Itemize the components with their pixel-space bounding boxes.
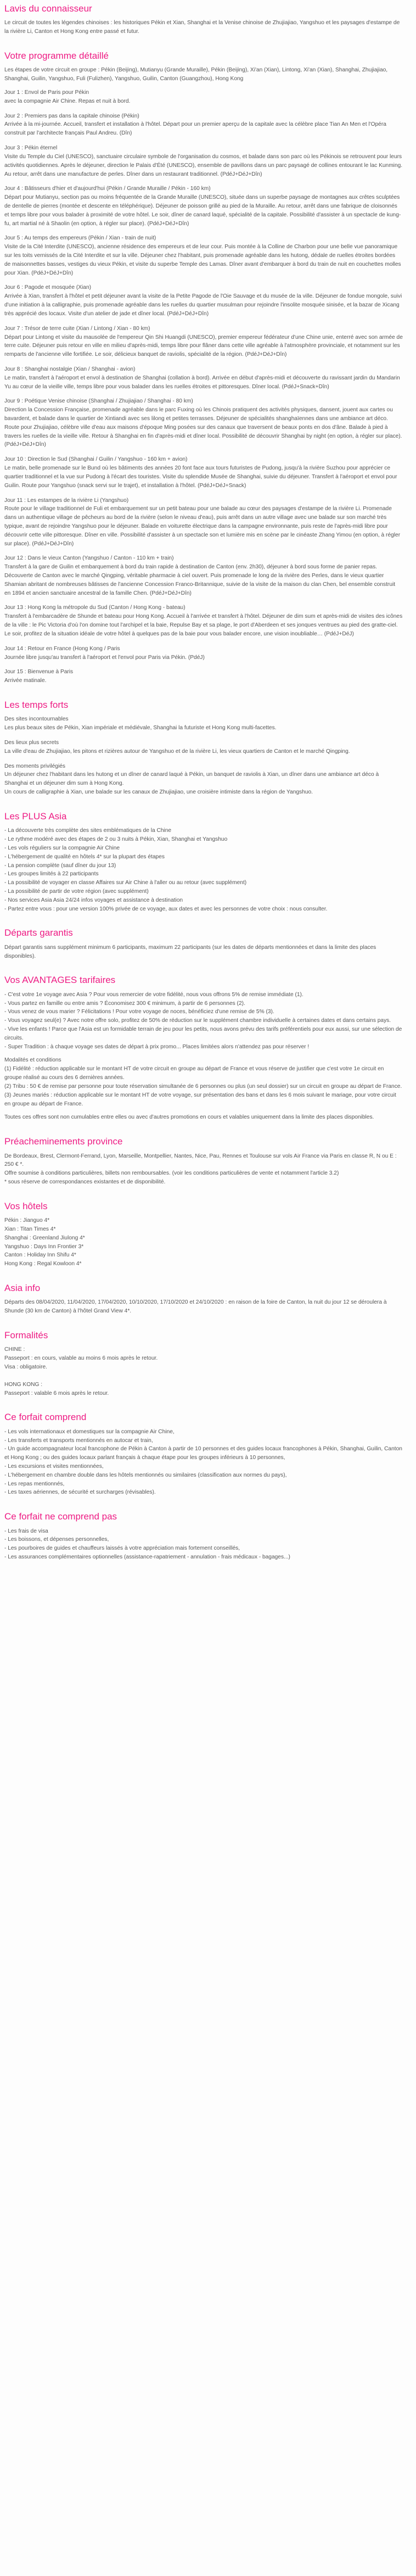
preacheminement-line: De Bordeaux, Brest, Clermont-Ferrand, Lyon, Marseille, Montpellier, Nantes, Nice, Pau, Rennes et Toulouse sur vols Air France via Paris en classe R, N ou E : 250 € *. — [4, 1153, 397, 1168]
plus-asia-item: - La possibilité de voyager en classe Affaires sur Air Chine à l'aller ou au retour (avec supplément) — [4, 880, 247, 886]
day-title: Jour 2 : Premiers pas dans la capitale chinoise (Pékin) — [4, 113, 139, 119]
comprend-list — [4, 1428, 403, 1497]
day-description: Le matin, transfert à l'aéroport et envol à destination de Shanghai (collation à bord). Arrivée en début d'après-midi et découverte du ravissant jardin du Mandarin Yu au cœur de la vieille ville, temps libre pour vous balader dans les ruelles étroites et pittoresques. Dîner local. (PdéJ+Snack+Dîn) — [4, 375, 400, 390]
formalite-line: Passeport : en cours, valable au moins 6 mois après le retour. — [4, 1355, 158, 1362]
plus-asia-item: - Les vols réguliers sur la compagnie Air Chine — [4, 845, 120, 851]
connaisseur-section — [4, 3, 403, 36]
asia-info-text: Départs des 08/04/2020, 11/04/2020, 17/04/2020, 10/10/2020, 17/10/2020 et 24/10/2020 : en raison de la foire de Canton, la nuit du jour 12 se déroulera à Shunde (30 km de Canton) à l'hôtel Grand View 4*. — [4, 1299, 387, 1315]
day-title: Jour 9 : Poétique Venise chinoise (Shanghai / Zhujiajiao / Shanghai - 80 km) — [4, 398, 193, 405]
hotels-heading: Vos hôtels — [4, 1200, 48, 1211]
day-title: Jour 12 : Dans le vieux Canton (Yangshuo / Canton - 110 km + train) — [4, 555, 174, 562]
day-description: Transfert à l'embarcadère de Shunde et bateau pour Hong Kong. Accueil à l'arrivée et transfert à l'hôtel. Déjeuner de dim sum et après-midi de visites des icônes de la ville : le Pic Victoria d'où l'on domine tout l'archipel et la baie, Repulse Bay et sa plage, le port d'Aberdeen et ses jonques ventrues au pied des gratte-ciel. Le soir, profitez de la situation idéale de votre hôtel à quelques pas de la baie pour vous balader encore, une vision inoubliable… (PdéJ+DéJ) — [4, 613, 403, 637]
asia-info-heading: Asia info — [4, 1283, 41, 1294]
day-description: Départ pour Lintong et visite du mausolée de l'empereur Qin Shi Huangdi (UNESCO), premier empereur fédérateur d'une Chine unie, enterré avec son armée de terre cuite. Déjeuner puis retour en ville en milieu d'après-midi, temps libre pour flâner dans cette ville agréable à l'atmosphère provinciale, et notamment sur les remparts de l'ancienne ville fortifiée. Le soir, délicieux banquet de raviolis, spécialité de la région. (PdéJ+DéJ+Dîn) — [4, 334, 403, 358]
day-description: Direction la Concession Française, promenade agréable dans le parc Fuxing où les Chinois pratiquent des activités physiques, dansent, jouent aux cartes ou bavardent, et balade dans le quartier de Xintiandi avec ses lilong et petites terrasses. Déjeuner de spécialités shanghaïennes dans une ambiance art déco. Route pour Zhujiajiao, célèbre ville d'eau aux maisons d'époque Ming posées sur des canaux que traversent de beaux ponts en dos d'âne. Balade à pied à travers les ruelles de la vieille ville. Retour à Shanghai en fin d'après-midi et dîner local. Possibilité de découvrir Shanghai by night (en option, à régler sur place). (PdéJ+DéJ+Dîn) — [4, 407, 402, 448]
temps-fort-heading: Des sites incontournables — [4, 716, 69, 723]
avantages-heading: Vos AVANTAGES tarifaires — [4, 975, 116, 986]
itinerary-day — [4, 365, 403, 391]
formalite-line: Passeport : valable 6 mois après le retour. — [4, 1390, 109, 1396]
hotel-item: Hong Kong : Regal Kowloon 4* — [4, 1261, 82, 1267]
itinerary-day — [4, 112, 403, 138]
formalites-section — [4, 1330, 403, 1398]
formalite-line: Visa : obligatoire. — [4, 1364, 47, 1371]
preacheminements-list — [4, 1152, 403, 1187]
itinerary-day — [4, 144, 403, 178]
hotel-item: Canton : Holiday Inn Shifu 4* — [4, 1252, 76, 1259]
ne-comprend-item: - Les pourboires de guides et chauffeurs laissés à votre appréciation mais fortement conseillés, — [4, 1545, 240, 1552]
plus-asia-item: - Nos services Asia Asia 24/24 infos voyages et assistance à destination — [4, 897, 183, 903]
avantages-section — [4, 975, 403, 1122]
plus-asia-item: - La possibilité de partir de votre région (avec supplément) — [4, 888, 149, 895]
temps-fort-group — [4, 762, 403, 797]
hotels-section — [4, 1201, 403, 1269]
day-description: Arrivée matinale. — [4, 678, 47, 684]
connaisseur-text: Le circuit de toutes les légendes chinoises : les historiques Pékin et Xian, Shanghai et la Venise chinoise de Zhujiajiao, Yangshuo et les paysages d'estampe de la rivière Li, Canton et Hong Kong entre passé et futur. — [4, 20, 400, 35]
connaisseur-heading: Lavis du connaisseur — [4, 3, 92, 14]
avantage-item: - Vous partez en famille ou entre amis ? Économisez 300 € minimum, à partir de 6 personnes (2). — [4, 1000, 245, 1007]
avantage-item: - C'est votre 1e voyage avec Asia ? Pour vous remercier de votre fidélité, nous vous offrons 5% de remise immédiate (1). — [4, 991, 303, 998]
programme-heading: Votre programme détaillé — [4, 51, 109, 62]
temps-forts-section — [4, 700, 403, 797]
hotels-list — [4, 1216, 403, 1269]
plus-asia-item: - La découverte très complète des sites emblématiques de la Chine — [4, 828, 172, 834]
comprend-item: - Les excursions et visites mentionnées, — [4, 1463, 104, 1469]
comprend-heading: Ce forfait comprend — [4, 1412, 87, 1423]
avantages-footer: Toutes ces offres sont non cumulables entre elles ou avec d'autres promotions en cours et valables uniquement dans la limite des places disponibles. — [4, 1114, 374, 1121]
day-description: Arrivée à la mi-journée. Accueil, transfert et installation à l'hôtel. Départ pour un premier aperçu de la capitale avec la célèbre place Tian An Men et l'Opéra construit par l'architecte français Paul Andreu. (Dîn) — [4, 121, 386, 137]
day-title: Jour 11 : Les estampes de la rivière Li (Yangshuo) — [4, 497, 129, 504]
temps-fort-group — [4, 739, 403, 756]
temps-fort-heading: Des lieux plus secrets — [4, 739, 59, 746]
departs-heading: Départs garantis — [4, 927, 73, 938]
day-description: Transfert à la gare de Guilin et embarquement à bord du train rapide à destination de Canton (env. 2h30), déjeuner à bord sous forme de panier repas. Découverte de Canton avec le marché Qingping, véritable pharmacie à ciel ouvert. Puis promenade le long de la rivière des Perles, dans le vieux quartier Shamian abritant de nombreuses bâtisses de l'ancienne Concession Franco-Britannique, suivie de la visite de la maison du clan Chen, bel ensemble construit en 1894 et ancien sanctuaire ancestral de la famille Chen. (PdéJ+DéJ+Dîn) — [4, 564, 396, 596]
itinerary-day — [4, 185, 403, 228]
day-description: Départ pour Mutianyu, section pas ou moins fréquentée de la Grande Muraille (UNESCO), située dans un superbe paysage de montagnes aux crêtes sculptées de dentelle de pierres (montée et descente en téléphérique). Déjeuner de poisson grillé au pied de la Muraille. Au retour, arrêt dans une fabrique de cloisonnés et temps libre pour vous balader à proximité de votre hôtel. Le soir, dîner de canard laqué, spécialité de la capitale. Possibilité d'assister à un spectacle de kung-fu, art martial né à Shaolin (en option, à régler sur place). (PdéJ+DéJ+Dîn) — [4, 194, 401, 227]
conditions-list — [4, 1065, 403, 1108]
day-title: Jour 4 : Bâtisseurs d'hier et d'aujourd'hui (Pékin / Grande Muraille / Pékin - 160 km) — [4, 186, 211, 192]
day-title: Jour 3 : Pékin éternel — [4, 145, 58, 152]
condition-item: (1) Fidélité : réduction applicable sur le montant HT de votre circuit en groupe au départ de France et vous réserve de justifier que c'est votre 1e circuit en groupe réalisé au cours des 6 dernières années. — [4, 1066, 384, 1081]
itinerary-day — [4, 668, 403, 685]
ne-comprend-list — [4, 1527, 403, 1562]
day-title: Jour 8 : Shanghai nostalgie (Xian / Shanghai - avion) — [4, 366, 136, 372]
preacheminements-section — [4, 1136, 403, 1187]
preacheminement-line: Offre soumise à conditions particulières, billets non remboursables. (voir les conditions particulières de vente et notamment l'article 3.2) — [4, 1170, 339, 1177]
plus-asia-item: - L'hébergement de qualité en hôtels 4* sur la plupart des étapes — [4, 853, 165, 860]
formalites-list — [4, 1345, 403, 1398]
condition-item: (3) Jeunes mariés : réduction applicable sur le montant HT de votre voyage, sur présentation des bans et dans les 6 mois suivant le mariage, pour votre circuit en groupe au départ de France. — [4, 1092, 396, 1107]
ne-comprend-item: - Les assurances complémentaires optionnelles (assistance-rapatriement - annulation - frais médicaux - bagages...) — [4, 1554, 290, 1561]
day-title: Jour 7 : Trésor de terre cuite (Xian / Lintong / Xian - 80 km) — [4, 325, 150, 332]
temps-fort-text: Les plus beaux sites de Pékin, Xian impériale et médiévale, Shanghai la futuriste et Hong Kong multi-facettes. — [4, 725, 277, 731]
temps-forts-groups — [4, 715, 403, 797]
asia-info-section — [4, 1283, 403, 1316]
plus-asia-heading: Les PLUS Asia — [4, 811, 67, 822]
day-title: Jour 14 : Retour en France (Hong Kong / Paris — [4, 645, 120, 652]
itinerary-day — [4, 234, 403, 277]
formalite-line: HONG KONG : — [4, 1381, 43, 1388]
plus-asia-item: - Le rythme modéré avec des étapes de 2 ou 3 nuits à Pékin, Xian, Shanghai et Yangshuo — [4, 836, 228, 843]
plus-asia-section — [4, 811, 403, 914]
temps-forts-heading: Les temps forts — [4, 699, 69, 710]
itinerary-day — [4, 604, 403, 638]
day-description: avec la compagnie Air Chine. Repas et nuit à bord. — [4, 98, 131, 104]
avantages-list — [4, 991, 403, 1052]
avantage-item: - Super Tradition : à chaque voyage ses dates de départ à prix promo... Places limitées alors n'attendez pas pour réserver ! — [4, 1043, 310, 1050]
temps-fort-text: Un déjeuner chez l'habitant dans les hutong et un dîner de canard laqué à Pékin, un banquet de raviolis à Xian, un dîner dans une ambiance art déco à Shanghai et un déjeuner dim sum à Hong Kong. Un cours de calligraphie à Xian, une balade sur les canaux de Zhujiajiao, une croisière intimiste dans la région de Yangshuo. — [4, 772, 379, 796]
ne-comprend-heading: Ce forfait ne comprend pas — [4, 1511, 117, 1522]
formalite-line: CHINE : — [4, 1346, 25, 1353]
plus-asia-item: - Les groupes limités à 22 participants — [4, 871, 99, 878]
day-title: Jour 15 : Bienvenue à Paris — [4, 669, 74, 675]
day-title: Jour 5 : Au temps des empereurs (Pékin / Xian - train de nuit) — [4, 235, 156, 242]
day-title: Jour 6 : Pagode et mosquée (Xian) — [4, 284, 92, 291]
departs-section — [4, 927, 403, 960]
comprend-item: - Les repas mentionnés, — [4, 1480, 65, 1487]
comprend-item: - Les vols internationaux et domestiques sur la compagnie Air Chine, — [4, 1428, 175, 1435]
plus-asia-list — [4, 826, 403, 913]
departs-text: Départ garantis sans supplément minimum 6 participants, maximum 22 participants (sur les dates de départs mentionnées et dans la limite des places disponibles). — [4, 944, 376, 959]
day-description: Journée libre jusqu'au transfert à l'aéroport et l'envol pour Paris via Pékin. (PdéJ) — [4, 654, 205, 661]
comprend-item: - Les transferts et transports mentionnés en autocar et train, — [4, 1437, 153, 1444]
programme-intro: Les étapes de votre circuit en groupe : Pékin (Beijing), Mutianyu (Grande Muraille), Pékin (Beijing), Xi'an (Xian), Lintong, Xi'an (Xian), Shanghai, Zhujiajiao, Shanghai, Guilin, Yangshuo, Fuli (Fulizhen), Yangshuo, Guilin, Canton (Guangzhou), Hong Kong — [4, 67, 388, 82]
avantage-item: - Vous venez de vous marier ? Félicitations ! Pour votre voyage de noces, bénéficiez d'une remise de 5% (3). — [4, 1009, 274, 1015]
ne-comprend-item: - Les boissons, et dépenses personnelles, — [4, 1536, 109, 1543]
plus-asia-item: - Partez entre vous : pour une version 100% privée de ce voyage, aux dates et avec les personnes de votre choix : nous consulter. — [4, 906, 328, 912]
itinerary-day — [4, 645, 403, 662]
itinerary-day — [4, 397, 403, 449]
hotel-item: Shanghai : Greenland Jiulong 4* — [4, 1234, 85, 1241]
plus-asia-item: - La pension complète (sauf dîner du jour 13) — [4, 862, 116, 869]
comprend-item: - Les taxes aériennes, de sécurité et surcharges (révisables). — [4, 1489, 156, 1496]
preacheminements-heading: Préacheminements province — [4, 1136, 123, 1147]
ne-comprend-item: - Les frais de visa — [4, 1528, 48, 1534]
day-title: Jour 10 : Direction le Sud (Shanghai / Guilin / Yangshuo - 160 km + avion) — [4, 456, 188, 463]
hotel-item: Yangshuo : Days Inn Frontier 3* — [4, 1243, 84, 1250]
itinerary-day — [4, 325, 403, 359]
conditions-heading: Modalités et conditions — [4, 1057, 61, 1064]
condition-item: (2) Tribu : 50 € de remise par personne pour toute réservation simultanée de 6 personnes ou plus (un seul dossier) sur un circuit en groupe au départ de France. — [4, 1083, 402, 1089]
comprend-section — [4, 1412, 403, 1497]
day-title: Jour 13 : Hong Kong la métropole du Sud (Canton / Hong Kong - bateau) — [4, 605, 185, 611]
day-description: Arrivée à Xian, transfert à l'hôtel et petit déjeuner avant la visite de la Petite Pagode de l'Oie Sauvage et du musée de la ville. Déjeuner de fondue mongole, suivi d'une initiation à la calligraphie, puis promenade agréable dans les ruelles du quartier musulman pour rejoindre l'insolite mosquée sinisée, et la bazar de Xicang très apprécié des locaux. Visite d'un atelier de jade et dîner local. (PdéJ+DéJ+Dîn) — [4, 293, 402, 317]
day-description: Le matin, belle promenade sur le Bund où les bâtiments des années 20 font face aux tours futuristes de Pudong, jusqu'à la rivière Suzhou pour apprécier ce quartier traditionnel et la vue sur Pudong à l'écart des touristes. Visite du splendide Musée de Shanghai, suivie du déjeuner. Transfert à l'aéroport et envol pour Guilin. Route pour Yangshuo (snack servi sur le trajet), et installation à l'hôtel. (PdéJ+DéJ+Snack) — [4, 465, 397, 489]
day-description: Visite du Temple du Ciel (UNESCO), sanctuaire circulaire symbole de l'organisation du cosmos, et balade dans son parc où les Pékinois se retrouvent pour leurs activités quotidiennes. Après le déjeuner, direction le Palais d'Été (UNESCO), ensemble de pavillons dans un parc paysagé de collines entourant le lac Kunming. Au retour, arrêt dans une manufacture de perles. Dîner dans un restaurant traditionnel. (PdéJ+DéJ+Dîn) — [4, 153, 403, 177]
itinerary-day — [4, 283, 403, 318]
temps-fort-group — [4, 715, 403, 733]
hotel-item: Xian : Titan Times 4* — [4, 1226, 56, 1232]
itinerary-day — [4, 455, 403, 490]
preacheminement-line: * sous réserve de correspondances existantes et de disponibilité. — [4, 1178, 166, 1185]
temps-fort-heading: Des moments privilégiés — [4, 763, 65, 769]
formalite-line — [4, 1372, 403, 1381]
day-description: Route pour le village traditionnel de Fuli et embarquement sur un petit bateau pour une balade au cœur des paysages d'estampe de la rivière Li. Promenade dans un authentique village de pêcheurs au bord de la rivière (selon le niveau d'eau), puis arrêt dans un autre village avec une balade sur son marché très typique, avant de rejoindre Yangshuo pour le déjeuner. Balade en voiturette électrique dans la campagne environnante, puis reste de l'après-midi libre pour découvrir cette ville pittoresque. Dîner en ville. Possibilité d'assister à un spectacle son et lumière mis en scène par le cinéaste Zhang Yimou (en option, à régler sur place). (PdéJ+DéJ+Dîn) — [4, 506, 401, 547]
avantage-item: - Vive les enfants ! Parce que l'Asia est un formidable terrain de jeu pour les petits, nous avons prévu des tarifs préférentiels pour eux aussi, sur une sélection de circuits. — [4, 1026, 402, 1041]
itinerary-days — [4, 88, 403, 685]
temps-fort-text: La ville d'eau de Zhujiajiao, les pitons et rizières autour de Yangshuo et de la rivière Li, les vieux quartiers de Canton et le marché Qingping. — [4, 748, 350, 755]
comprend-item: - Un guide accompagnateur local francophone de Pékin à Canton à partir de 10 personnes et des guides locaux francophones à Pékin, Shanghai, Guilin, Canton et Hong Kong ; ou des guides locaux parlant français à chaque étape pour les groupes inférieurs à 10 personnes, — [4, 1446, 402, 1461]
ne-comprend-section — [4, 1511, 403, 1562]
formalites-heading: Formalités — [4, 1330, 48, 1341]
itinerary-day — [4, 554, 403, 597]
hotel-item: Pékin : Jianguo 4* — [4, 1217, 50, 1224]
itinerary-day — [4, 88, 403, 106]
day-description: Visite de la Cité Interdite (UNESCO), ancienne résidence des empereurs et de leur cour. Puis montée à la Colline de Charbon pour une belle vue panoramique sur les toits vernissés de la Cité Interdite et sur la ville. Déjeuner chez l'habitant, puis promenade agréable dans les hutong, dédale de ruelles étroites bordées de maisonnettes basses, vestiges du vieux Pékin, et visite du superbe Temple des Lamas. Dîner avant d'embarquer à bord du train de nuit en couchettes molles pour Xian. (PdéJ+DéJ+Dîn) — [4, 244, 401, 276]
programme-section — [4, 51, 403, 685]
itinerary-day — [4, 496, 403, 549]
day-title: Jour 1 : Envol de Paris pour Pékin — [4, 90, 89, 96]
avantage-item: - Vous voyagez seul(e) ? Avec notre offre solo, profitez de 50% de réduction sur le supplément chambre individuelle à certaines dates et dans certains pays. — [4, 1018, 391, 1024]
comprend-item: - L'hébergement en chambre double dans les hôtels mentionnés ou similaires (classification aux normes du pays), — [4, 1472, 287, 1478]
